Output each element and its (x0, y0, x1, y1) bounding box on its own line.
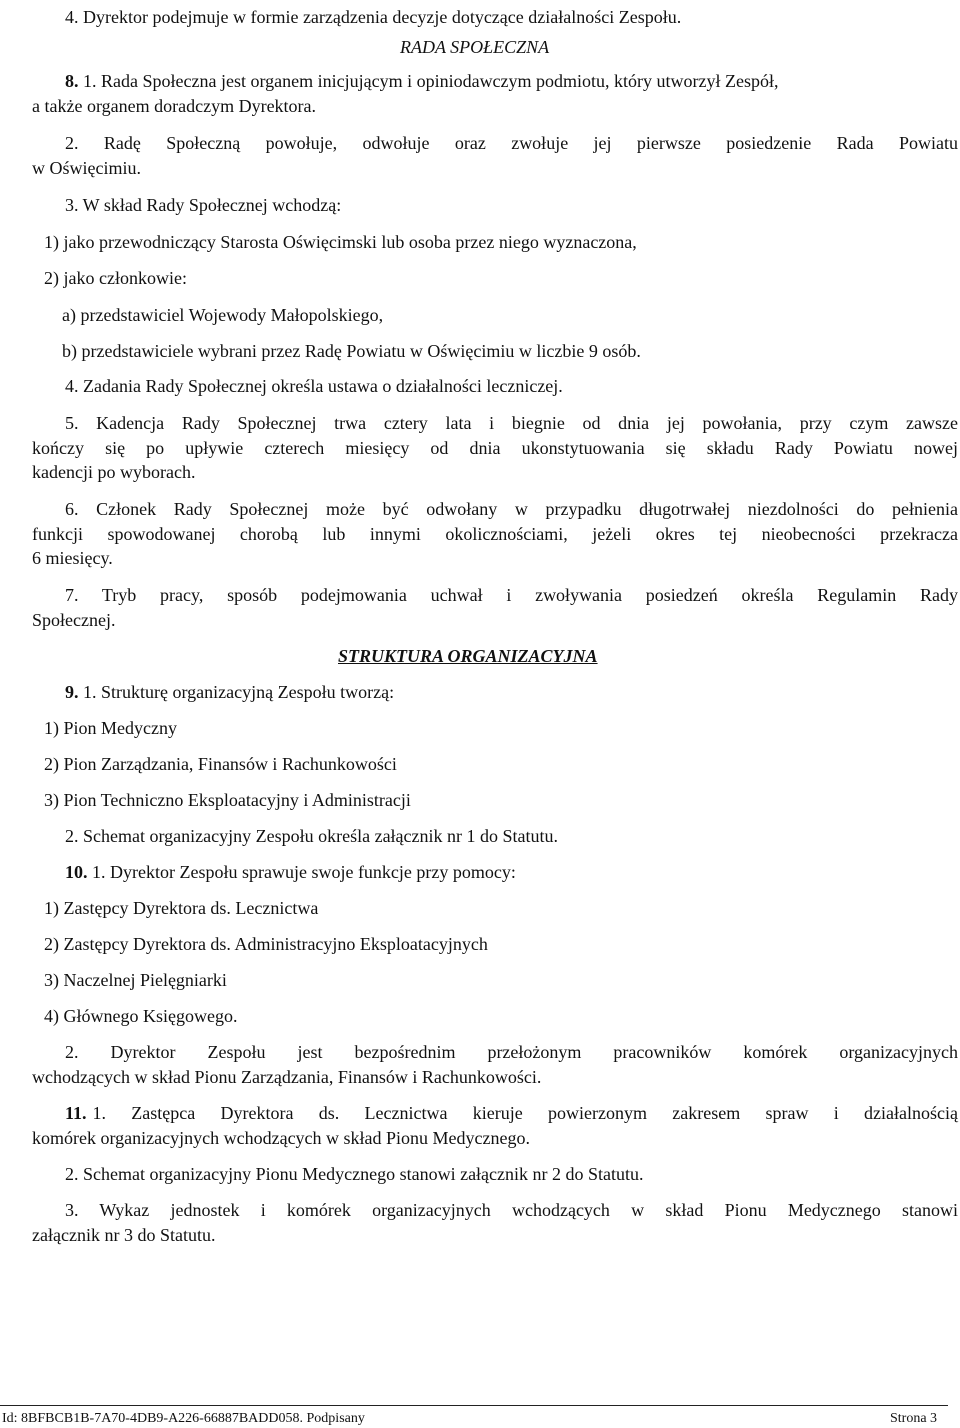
list-item: 3) Pion Techniczno Eksploatacyjny i Administracji (44, 790, 411, 810)
paragraph-line: 5. Kadencja Rady Społecznej trwa cztery lata i biegnie od dnia jej powołania, przy czym zawsze (65, 413, 958, 433)
paragraph-line: wchodzących w skład Pionu Zarządzania, Finansów i Rachunkowości. (32, 1067, 542, 1087)
list-item: a) przedstawiciel Wojewody Małopolskiego, (62, 305, 384, 325)
paragraph-line: w Oświęcimiu. (32, 158, 141, 178)
section-number: 8. (65, 71, 79, 91)
footer-document-id: Id: 8BFBCB1B-7A70-4DB9-A226-66887BADD058. Podpisany (2, 1411, 365, 1426)
section-heading: STRUKTURA ORGANIZACYJNA (338, 646, 598, 666)
section-number: 9. (65, 682, 79, 702)
footer-divider (0, 1405, 948, 1406)
paragraph-line: 6 miesięcy. (32, 548, 113, 568)
paragraph-line: 2. Dyrektor Zespołu jest bezpośrednim przełożonym pracowników komórek organizacyjnych (65, 1042, 958, 1062)
paragraph-line: 9. 1. Strukturę organizacyjną Zespołu tworzą: (65, 682, 395, 702)
list-item: 2) jako członkowie: (44, 268, 187, 288)
paragraph-line: załącznik nr 3 do Statutu. (32, 1225, 216, 1245)
paragraph-line: 3. Wykaz jednostek i komórek organizacyjnych wchodzących w skład Pionu Medycznego stanowi (65, 1200, 958, 1220)
paragraph-line: 4. Zadania Rady Społecznej określa ustawa o działalności leczniczej. (65, 376, 563, 396)
paragraph-line: kończy się po upływie czterech miesięcy od dnia ukonstytuowania się składu Rady Powiatu nowej (32, 438, 958, 458)
paragraph-line: funkcji spowodowanej chorobą lub innymi okolicznościami, jeżeli okres tej nieobecności przekracza (32, 524, 958, 544)
paragraph-line: 11. 1. Zastępca Dyrektora ds. Lecznictwa kieruje powierzonym zakresem spraw i działalnością (65, 1103, 958, 1123)
paragraph-line: 2. Radę Społeczną powołuje, odwołuje oraz zwołuje jej pierwsze posiedzenie Rada Powiatu (65, 133, 958, 153)
list-item: 1) Pion Medyczny (44, 718, 177, 738)
list-item: 2) Zastępcy Dyrektora ds. Administracyjno Eksploatacyjnych (44, 934, 488, 954)
section-heading: RADA SPOŁECZNA (400, 37, 550, 57)
paragraph-line: 8. 1. Rada Społeczna jest organem inicjującym i opiniodawczym podmiotu, który utworzył Zespół, (65, 71, 779, 91)
paragraph-line: a także organem doradczym Dyrektora. (32, 96, 317, 116)
section-number: 10. (65, 862, 88, 882)
list-item: 4) Głównego Księgowego. (44, 1006, 238, 1026)
list-item: 3) Naczelnej Pielęgniarki (44, 970, 227, 990)
list-item: b) przedstawiciele wybrani przez Radę Powiatu w Oświęcimiu w liczbie 9 osób. (62, 341, 641, 361)
paragraph-line: kadencji po wyborach. (32, 462, 196, 482)
list-item: 1) Zastępcy Dyrektora ds. Lecznictwa (44, 898, 319, 918)
list-item: 2) Pion Zarządzania, Finansów i Rachunkowości (44, 754, 397, 774)
paragraph-line: 6. Członek Rady Społecznej może być odwołany w przypadku długotrwałej niezdolności do pełnienia (65, 499, 958, 519)
paragraph-line: 2. Schemat organizacyjny Zespołu określa załącznik nr 1 do Statutu. (65, 826, 559, 846)
paragraph-line: 10. 1. Dyrektor Zespołu sprawuje swoje funkcje przy pomocy: (65, 862, 516, 882)
paragraph-line: 4. Dyrektor podejmuje w formie zarządzenia decyzje dotyczące działalności Zespołu. (65, 7, 682, 27)
list-item: 1) jako przewodniczący Starosta Oświęcimski lub osoba przez niego wyznaczona, (44, 232, 637, 252)
paragraph-line: 3. W skład Rady Społecznej wchodzą: (65, 195, 342, 215)
paragraph-line: 2. Schemat organizacyjny Pionu Medycznego stanowi załącznik nr 2 do Statutu. (65, 1164, 644, 1184)
footer-page-number: Strona 3 (890, 1411, 938, 1426)
paragraph-line: 7. Tryb pracy, sposób podejmowania uchwał i zwoływania posiedzeń określa Regulamin Rady (65, 585, 958, 605)
paragraph-line: Społecznej. (32, 610, 116, 630)
paragraph-line: komórek organizacyjnych wchodzących w skład Pionu Medycznego. (32, 1128, 531, 1148)
section-number: 11. (65, 1103, 87, 1123)
